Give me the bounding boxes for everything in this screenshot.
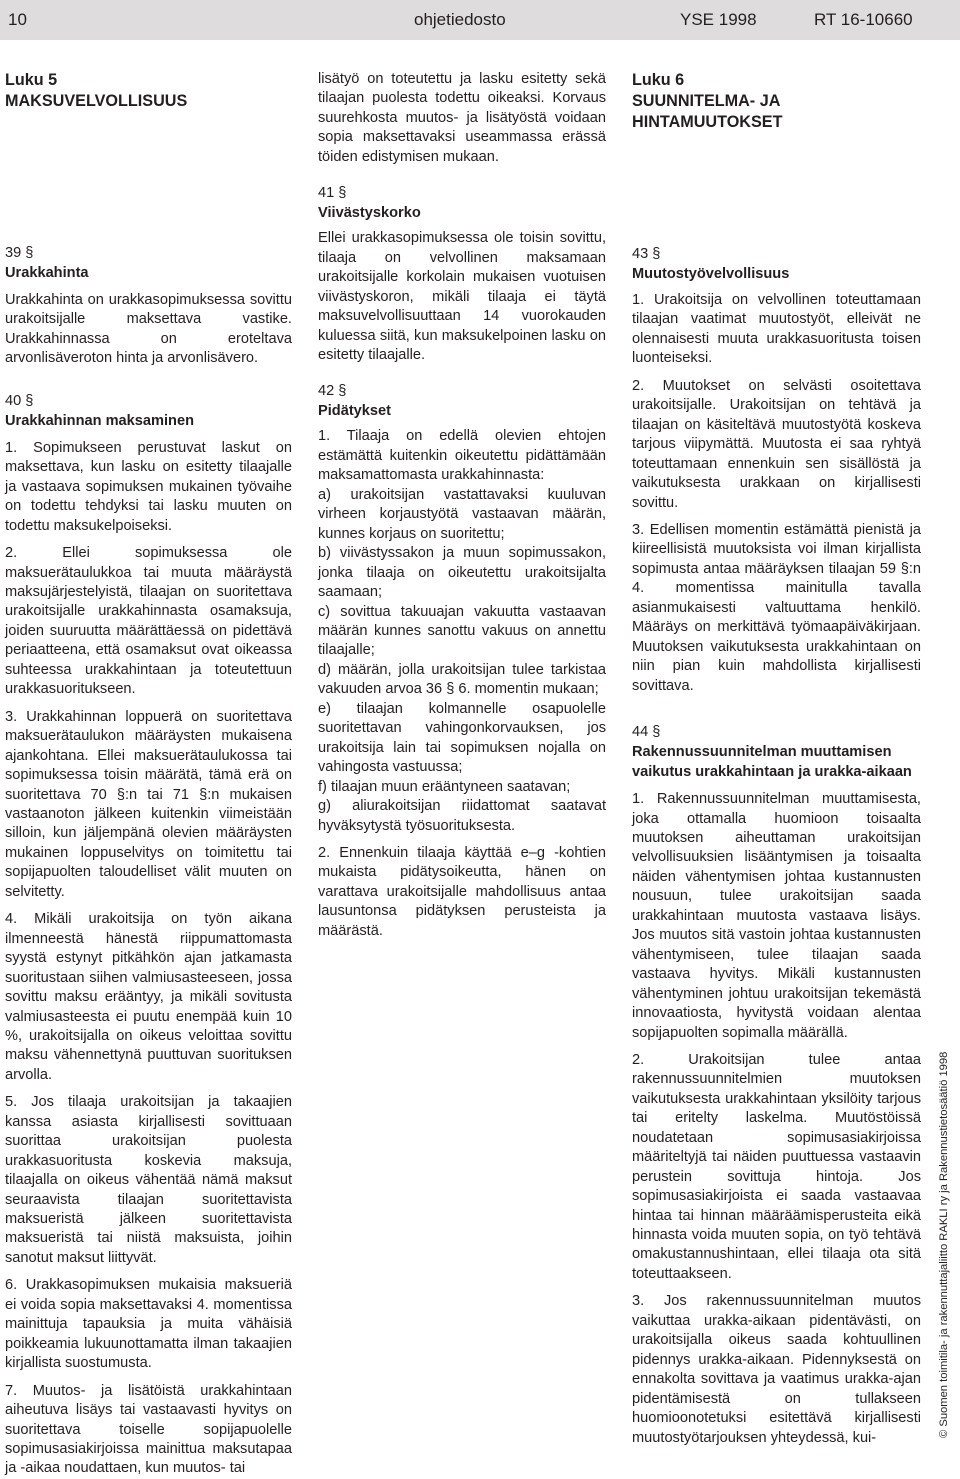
page-number: 10 — [8, 10, 27, 29]
header-series: YSE 1998 — [680, 10, 757, 29]
chapter-5-heading — [5, 70, 292, 112]
section-42-item-g: g) aliurakoitsijan riidattomat saatavat hyväksytystä työsuorituksesta. — [318, 798, 606, 834]
section-40-heading — [5, 391, 292, 431]
section-40-paragraph-2: 2. Ellei sopimuksessa ole maksuerätaulukkoa tai muuta määräystä maksujärjestelyistä, tilaajan on suoritettava urakoitsijalle urakkahinnasta osamaksuja, joiden suuruutta määrättäessä on pidettävä periaatteena, että osamaksut ovat oikeassa suhteessa urakkahintaan ja toteutettuun urakkasuoritukseen. — [5, 545, 292, 698]
section-42-paragraph-2: 2. Ennenkuin tilaaja käyttää e–g -kohtien mukaista pidätysoikeutta, hänen on varattava urakoitsijalle mahdollisuus antaa lausuntonsa pidätyksen perusteista ja määrästä. — [318, 844, 606, 939]
section-43-paragraph-3: 3. Edellisen momentin estämättä pienistä ja kiireellisistä muutoksista voi ilman kirjallista sopimusta antaa määräyksen tilaajan 59 §:n 4. momentissa mainitulla tavalla asianmukaisesti valtuuttama henkilö. Määräys on merkittävä työmaapäiväkirjaan. Muutoksen vaikutuksesta urakkahintaan on niin pian kuin mahdollista kirjallisesti sovittava. — [632, 521, 921, 694]
chapter-5-number: Luku 5 — [5, 71, 58, 89]
section-41-heading — [318, 183, 606, 223]
section-39-heading — [5, 243, 292, 283]
section-43-paragraph-1: 1. Urakoitsija on velvollinen toteuttamaan tilaajan vaatimat muutostyöt, elleivät ne olennaisesti muuta urakkasuoritusta toisen luonteiseksi. — [632, 292, 921, 367]
section-42-title: Pidätykset — [318, 403, 392, 420]
chapter-6-number: Luku 6 — [632, 71, 685, 89]
section-41-number: 41 § — [318, 185, 347, 202]
section-41-paragraph: Ellei urakkasopimuksessa ole toisin sovittu, tilaaja on velvollinen maksamaan urakoitsijalle korkolain mukaisen vuotuisen viivästyskoron, mikäli tilaaja ei täytä maksuvelvollisuuttaan 14 vuorokauden kuluessa siitä, kun maksukelpoinen lasku on esitetty tilaajalle. — [318, 230, 606, 363]
section-39-title: Urakkahinta — [5, 265, 89, 281]
section-44-number: 44 § — [632, 724, 661, 741]
section-41-title: Viivästyskorko — [318, 205, 421, 222]
section-42-item-c: c) sovittua takuuajan vakuutta vastaavan määrän kunnes sanottu vakuus on annettu tilaajalle; — [318, 603, 606, 659]
section-43-number: 43 § — [632, 246, 661, 262]
section-40-paragraph-6: 6. Urakkasopimuksen mukaisia maksueriä ei voida sopia maksettavaksi 4. momentissa mainittuja tapauksia ja muita vähäisiä poikkeamia lukuunottamatta ilman takaajien kirjallista suostumusta. — [5, 1277, 292, 1372]
section-40-paragraph-4: 4. Mikäli urakoitsija on työn aikana ilmenneestä hänestä riippumattomasta syystä estynyt pitkähkön ajan jatkamasta suoritustaan siihen valmiusasteeseen, jossa sovittu maksu erääntyy, ja mikäli sovitusta valmiusasteesta ei puutu enempää kuin 10 %, urakoitsijalla on oikeus veloittaa sovittu maksu vähennettynä puuttuvan suorituksen arvolla. — [5, 911, 292, 1083]
section-40-paragraph-5: 5. Jos tilaaja urakoitsijan ja takaajien kanssa asiasta kirjallisesti sovittuaan suorittaa urakoitsijan puolesta urakkasuoritusta koskevia maksuja, tilaajalla on oikeus vähentää nämä maksut seuraavista tilaajan suoritettavista maksueristä jälkeen suoritettavista maksueristä tai niistä maksuista, joihin sanotut maksut liittyvät. — [5, 1094, 292, 1266]
section-40-paragraph-7: 7. Muutos- ja lisätöistä urakkahintaan aiheutuva lisäys tai vastaavasti hyvitys on suoritettava toiselle sopijapuolelle sopimusasiakirjoissa mainittua maksutapaa ja -aikaa noudattaen, kun muutos- tai — [5, 1382, 292, 1477]
section-42-number: 42 § — [318, 383, 347, 400]
chapter-6-heading — [632, 70, 921, 133]
section-42-heading — [318, 381, 606, 421]
page-header — [0, 0, 960, 40]
column-1 — [5, 70, 292, 1479]
section-44-title: Rakennussuunnitelman muuttamisen vaikutus urakkahintaan ja urakka-aikaan — [632, 744, 912, 781]
section-42-item-e: e) tilaajan kolmannelle osapuolelle suoritettavan vahingonkorvauksen, jos urakoitsija lain tai sopimuksen nojalla on vahingosta vastuussa; — [318, 700, 606, 776]
section-40-paragraph-3: 3. Urakkahinnan loppuerä on suoritettava maksuerätaulukon määräysten mukaisena ajankohtana. Ellei maksuerätaulukossa tai sopimuksessa toisin määrätä, tämä erä on suoritettava 70 §:n tai 71 §:n mukaisen vastaanoton jälkeen kuitenkin viimeistään silloin, kun jäljempänä olevien määräysten mukainen loppuselvitys on toimitettu tai sopijapuolten taloudelliset välit muuten on selvitetty. — [5, 708, 292, 900]
section-42-item-d: d) määrän, jolla urakoitsijan tulee tarkistaa vakuuden arvoa 36 § 6. momentin mukaan; — [318, 661, 606, 698]
section-40-continuation: lisätyö on toteutettu ja lasku esitetty sekä tilaajan puolesta todettu oikeaksi. Korvaus suurehkosta muutos- ja lisätyöstä voidaan sopia maksettavaksi useammassa erässä töiden edistymisen mukaan. — [318, 71, 606, 165]
column-2 — [318, 70, 606, 941]
section-44-paragraph-3: 3. Jos rakennussuunnitelman muutos vaikuttaa urakka-aikaan pidentävästi, on urakoitsijalla oikeus saada kohtuullinen pidennys urakka-aikaan. Pidennyksestä on ennakolta sovittava ja vaatimus urakka-ajan pidentämisestä on tullakseen huomioonotetuksi esitettävä kirjallisesti muutostyötarjouksen yhteydessä, kui- — [632, 1293, 921, 1446]
chapter-6-title: SUUNNITELMA- JA HINTAMUUTOKSET — [632, 92, 783, 131]
section-44-paragraph-2: 2. Urakoitsijan tulee antaa rakennussuunnitelmien muutoksen vaikutuksesta urakkahintaan yksilöity tarjous tai eritelty laskelma. Muutöstöissä noudatetaan sopimusasiakirjoissa määriteltyjä tai näiden puuttuessa vastaavin perustein sovittuja hintoja. Jos sopimusasiakirjoista ei saada vastaavaa hintaa tai hinnan määräämisperusteita eikä hinnasta voida muuten sopia, on työ tehtävä omakustannushintaan, ellei tilaaja ota sitä toteuttaakseen. — [632, 1051, 921, 1282]
section-44-paragraph-1: 1. Rakennussuunnitelman muuttamisesta, joka ottamalla huomioon toisaalta muutoksen aiheuttaman urakoitsijan velvollisuuksien lisääntymisen ja toisaalta näiden vähentymisen johtaa kustannusten nousuun, tulee urakoitsijan saada urakkahintaan muutosta vastaava lisäys. Jos muutos sitä vastoin johtaa kustannusten vähentymiseen, tulee tilaajan saada vastaava hyvitys. Mikäli kustannusten vähentyminen johtuu urakoitsijan tekemästä innovaatiosta, hyvitystä voidaan alentaa sopijapuolten sopimalla määrällä. — [632, 791, 921, 1041]
column-3 — [632, 70, 921, 1448]
section-39-number: 39 § — [5, 245, 34, 261]
section-40-title: Urakkahinnan maksaminen — [5, 412, 194, 429]
section-40-paragraph-1: 1. Sopimukseen perustuvat laskut on maksettava, kun lasku on esitetty tilaajalle ja vastaava sopimuksen mukainen työvaihe on todettu tehdyksi tai lasku muuten on todettu maksukelpoiseksi. — [5, 439, 292, 534]
chapter-5-title: MAKSUVELVOLLISUUS — [5, 92, 188, 110]
section-43-title: Muutostyövelvollisuus — [632, 266, 790, 282]
section-43-heading — [632, 244, 921, 284]
section-42-paragraph-1: 1. Tilaaja on edellä olevien ehtojen estämättä kuitenkin oikeutettu pidättämään maksamattomasta urakkahinnasta: — [318, 428, 606, 484]
section-39-paragraph: Urakkahinta on urakkasopimuksessa sovittu urakoitsijalle maksettava vastike. Urakkahinnassa on eroteltava arvonlisäveroton hinta ja arvonlisävero. — [5, 292, 292, 367]
header-document-type: ohjetiedosto — [414, 10, 506, 29]
section-43-paragraph-2: 2. Muutokset on selvästi osoitettava urakoitsijalle. Urakoitsijan on tehtävä ja tilaajan on käsiteltävä muutostyötä koskeva tarjous viipymättä. Muutosta ei saa ryhtyä toteuttamaan ennenkuin sen sisällöstä ja vaikutuksesta urakkaan on kirjallisesti sovittu. — [632, 377, 921, 511]
header-code: RT 16-10660 — [814, 10, 913, 29]
section-44-heading — [632, 722, 921, 782]
section-40-number: 40 § — [5, 392, 34, 409]
section-42-item-f: f) tilaajan muun erääntyneen saatavan; — [318, 778, 571, 795]
copyright-side-note: © Suomen toimitila- ja rakennuttajaliitto RAKLI ry ja Rakennustietosäätiö 1998 — [938, 1051, 950, 1438]
section-42-item-a: a) urakoitsijan vastattavaksi kuuluvan virheen korjaustyötä vastaavan määrän, kunnes korjaus on suoritettu; — [318, 486, 606, 542]
section-42-item-b: b) viivästyssakon ja muun sopimussakon, jonka tilaaja on oikeutettu urakoitsijalta saamaan; — [318, 545, 606, 601]
